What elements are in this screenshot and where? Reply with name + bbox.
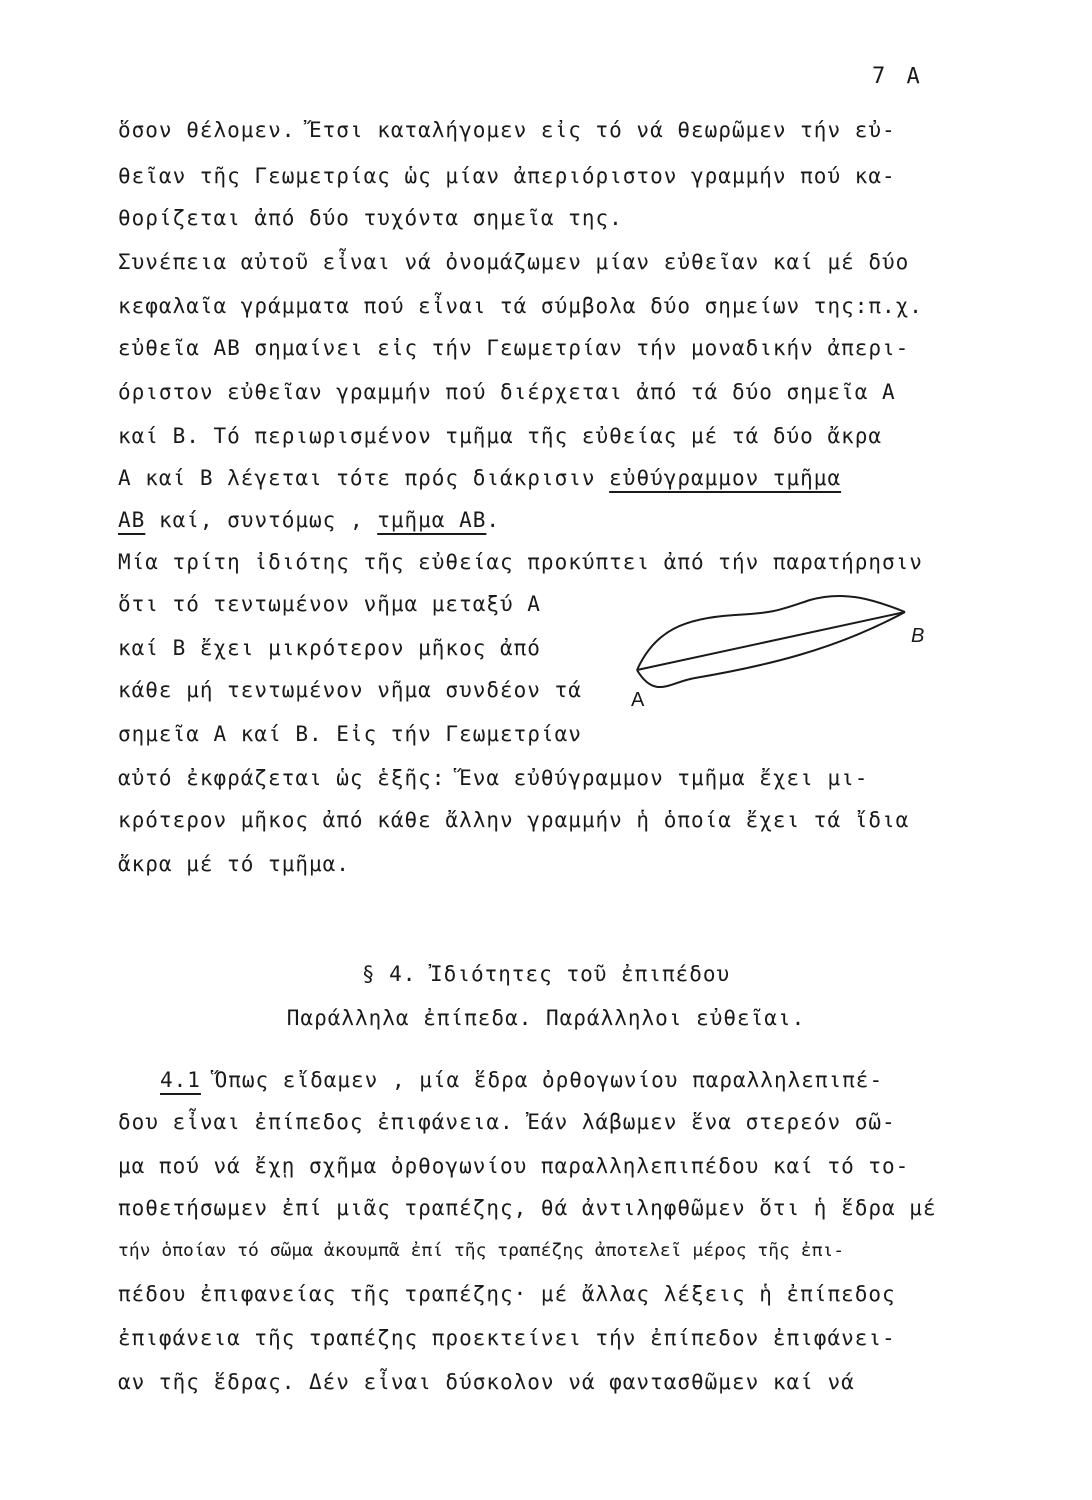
text-line: θορίζεται ἀπό δύο τυχόντα σημεῖα της.	[118, 206, 623, 230]
text-line: αν τῆς ἕδρας. Δέν εἶναι δύσκολον νά φαντασθῶμεν καί νά	[118, 1370, 855, 1394]
string-figure	[625, 590, 945, 720]
text-line	[118, 466, 841, 490]
text-line: δου εἶναι ἐπίπεδος ἐπιφάνεια. Ἐάν λάβωμεν ἕνα στερεόν σῶ-	[118, 1110, 896, 1134]
text-fragment: Α καί Β λέγεται τότε πρός διάκρισιν	[118, 466, 610, 490]
section-subtitle: Παράλληλα ἐπίπεδα. Παράλληλοι εὐθεῖαι.	[286, 1006, 806, 1030]
curved-string	[637, 596, 905, 670]
text-line: ἄκρα μέ τό τμῆμα.	[118, 852, 350, 876]
text-line: αὐτό ἐκφράζεται ὡς ἑξῆς: Ἕνα εὐθύγραμμον τμῆμα ἔχει μι-	[118, 766, 869, 790]
text-line: πέδου ἐπιφανείας τῆς τραπέζης· μέ ἄλλας λέξεις ἡ ἐπίπεδος	[118, 1282, 896, 1306]
text-line: τήν ὁποίαν τό σῶμα ἀκουμπᾶ ἐπί τῆς τραπέζης ἀποτελεῖ μέρος τῆς ἐπι-	[118, 1240, 845, 1261]
straight-segment	[637, 612, 905, 670]
text-line: κάθε μή τεντωμένον νῆμα συνδέον τά	[118, 678, 582, 702]
text-line: ὅσον θέλομεν. Ἔτσι καταλήγομεν εἰς τό νά θεωρῶμεν τήν εὐ-	[118, 118, 896, 142]
underlined-term: τμῆμα ΑΒ	[377, 508, 487, 532]
text-fragment: .	[486, 508, 501, 532]
page-number: 7 Α	[872, 64, 924, 89]
text-line: κεφαλαῖα γράμματα πού εἶναι τά σύμβολα δύο σημείων της:π.χ.	[118, 294, 923, 318]
underlined-term: εὐθύγραμμον τμῆμα	[609, 466, 842, 490]
label-b: Β	[911, 625, 925, 647]
underlined-term: ΑΒ	[118, 508, 146, 532]
text-line: εὐθεῖα ΑΒ σημαίνει εἰς τήν Γεωμετρίαν τήν μοναδικήν ἀπερι-	[118, 336, 910, 360]
text-line: κρότερον μῆκος ἀπό κάθε ἄλλην γραμμήν ἡ ὁποία ἔχει τά ἴδια	[118, 808, 910, 832]
text-line: μα πού νά ἔχῃ σχῆμα ὀρθογωνίου παραλληλεπιπέδου καί τό το-	[118, 1154, 910, 1178]
text-line	[118, 508, 500, 532]
text-line: όριστον εὐθεῖαν γραμμήν πού διέρχεται ἀπό τά δύο σημεῖα Α	[118, 380, 896, 404]
text-fragment: καί, συντόμως ,	[145, 508, 378, 532]
text-fragment: Ὅπως εἴδαμεν , μία ἕδρα ὀρθογωνίου παραλληλεπιπέ-	[200, 1068, 884, 1092]
text-line: Συνέπεια αὐτοῦ εἶναι νά ὀνομάζωμεν μίαν εὐθεῖαν καί μέ δύο	[118, 250, 910, 274]
text-line: Μία τρίτη ἰδιότης τῆς εὐθείας προκύπτει ἀπό τήν παρατήρησιν	[118, 550, 923, 574]
text-line: ἐπιφάνεια τῆς τραπέζης προεκτείνει τήν ἐπίπεδον ἐπιφάνει-	[118, 1326, 896, 1350]
text-line: θεῖαν τῆς Γεωμετρίας ὡς μίαν ἀπεριόριστον γραμμήν πού κα-	[118, 164, 896, 188]
text-line: ποθετήσωμεν ἐπί μιᾶς τραπέζης, θά ἀντιληφθῶμεν ὅτι ἡ ἕδρα μέ	[118, 1196, 937, 1220]
text-line: καί Β. Τό περιωρισμένον τμῆμα τῆς εὐθείας μέ τά δύο ἄκρα	[118, 424, 883, 448]
curved-string-lower	[637, 612, 905, 687]
text-line: σημεῖα Α καί Β. Εἰς τήν Γεωμετρίαν	[118, 722, 582, 746]
section-title: § 4. Ἰδιότητες τοῦ ἐπιπέδου	[361, 962, 731, 986]
text-line: καί Β ἔχει μικρότερον μῆκος ἀπό	[118, 636, 541, 660]
paragraph-number: 4.1	[160, 1068, 201, 1092]
label-a: Α	[631, 689, 645, 711]
text-line: ὅτι τό τεντωμένον νῆμα μεταξύ Α	[118, 592, 541, 616]
text-line	[160, 1068, 883, 1092]
